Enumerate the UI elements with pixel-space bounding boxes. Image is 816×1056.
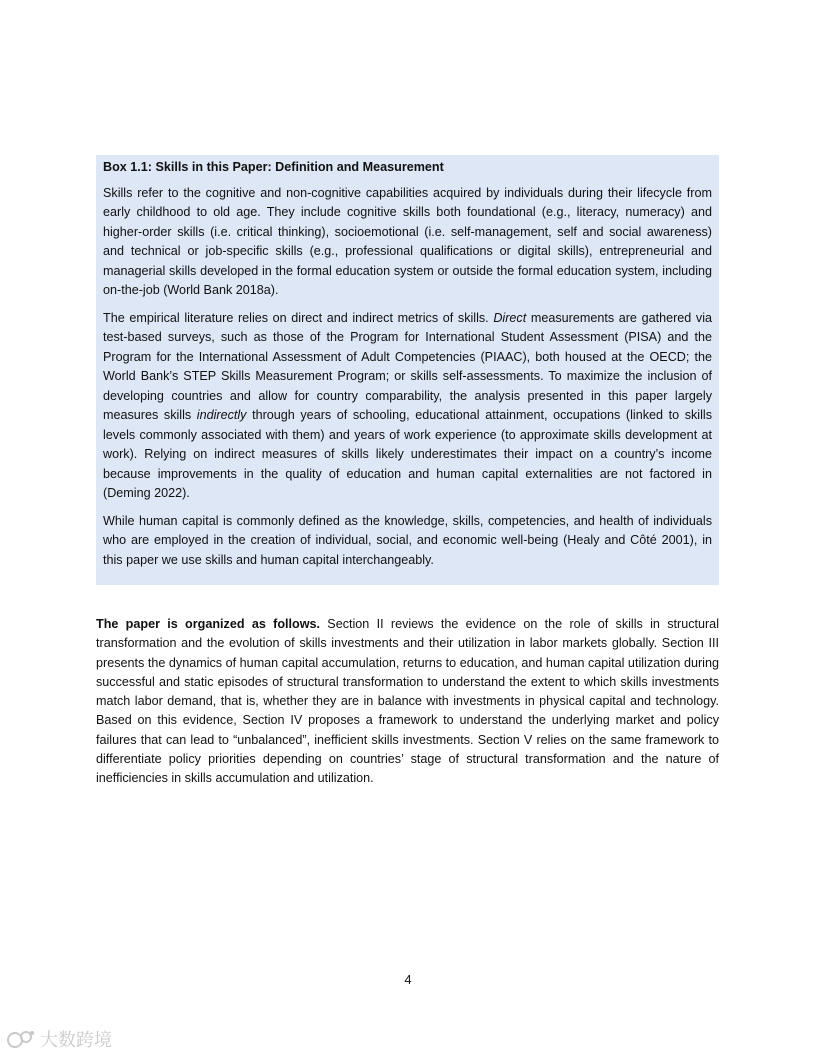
box-paragraph-2-direct: Direct [493,310,527,325]
page-number: 4 [404,972,412,987]
watermark [6,1026,112,1052]
box-paragraph-1: Skills refer to the cognitive and non-cognitive capabilities acquired by individuals during their lifecycle from early childhood to old age. They include cognitive skills both foundational (e.g., literacy, numeracy) and higher-order skills (i.e. critical thinking), socioemotional (i.e. self-management, self and social awareness) and technical or job-specific skills (e.g., professional qualifications or digital skills), entrepreneurial and managerial skills developed in the formal education system or outside the formal education system, including on-the-job (World Bank 2018a). [103,185,712,297]
box-title: Box 1.1: Skills in this Paper: Definition and Measurement [103,160,444,174]
organization-text: Section II reviews the evidence on the role of skills in structural transformation and the evolution of skills investments and their utilization in labor markets globally. Section III presents the dynamics of human capital accumulation, returns to education, and human capital utilization during successful and static episodes of structural transformation to understand the extent to which skills investments match labor demand, that is, whether they are in balance with investments in physical capital and technology. Based on this evidence, Section IV proposes a framework to understand the underlying market and policy failures that can lead to “unbalanced”, inefficient skills investments. Section V relies on the same framework to differentiate policy priorities depending on countries’ stage of structural transformation and the nature of inefficiencies in skills accumulation and utilization. [96,617,719,786]
box-paragraph-3: While human capital is commonly defined as the knowledge, skills, competencies, and health of individuals who are employed in the creation of individual, social, and economic well-being (Healy and Côté 2001), in this paper we use skills and human capital interchangeably. [103,513,712,567]
box-paragraph-2-part-e: through years of schooling, educational attainment, occupations (linked to skills levels commonly associated with them) and years of work experience (to approximate skills development at work). Relying on indirect measures of skills likely underestimates their impact on a country’s income because improvements in the quality of education and human capital externalities are not factored in (Deming 2022). [103,408,712,500]
watermark-text: 大数跨境 [40,1030,112,1051]
box-paragraph-2 [103,309,712,504]
organization-paragraph [96,615,719,789]
box-paragraph-2-part-c: measurements are gathered via test-based surveys, such as those of the Program for International Student Assessment (PISA) and the Program for the International Assessment of Adult Competencies (PIAAC), both housed at the OECD; the World Bank’s STEP Skills Measurement Program; or skills self-assessments. To maximize the inclusion of developing countries and allow for country comparability, the analysis presented in this paper largely measures skills [103,310,713,422]
box-paragraph-2-indirectly: indirectly [196,408,247,422]
box-paragraph-2-part-a: The empirical literature relies on direct and indirect metrics of skills. [103,310,494,325]
watermark-logo-icon [6,1029,36,1049]
box-1-1 [96,155,719,585]
organization-lead: The paper is organized as follows. [96,617,320,631]
